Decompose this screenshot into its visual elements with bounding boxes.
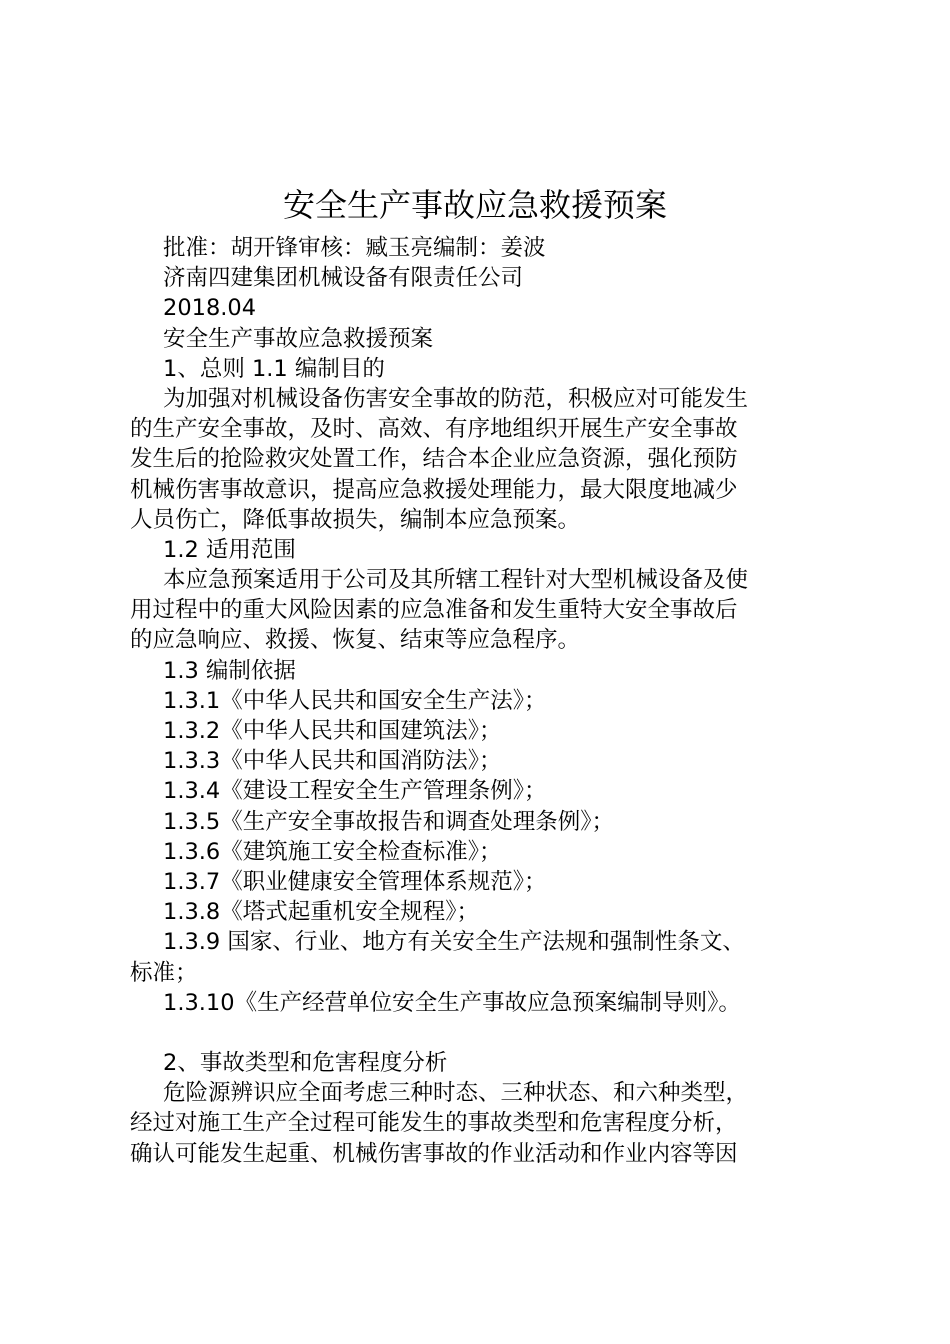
paragraph-line: 人员伤亡，降低事故损失，编制本应急预案。 bbox=[130, 506, 581, 533]
list-item: 1.3.10《生产经营单位安全生产事故应急预案编制导则》。 bbox=[163, 989, 741, 1016]
paragraph-line: 确认可能发生起重、机械伤害事故的作业活动和作业内容等因 bbox=[130, 1140, 738, 1167]
paragraph-line: 用过程中的重大风险因素的应急准备和发生重特大安全事故后 bbox=[130, 597, 738, 624]
paragraph-line: 经过对施工生产全过程可能发生的事故类型和危害程度分析， bbox=[130, 1110, 738, 1137]
list-item: 1.3.8《塔式起重机安全规程》； bbox=[163, 899, 480, 926]
paragraph-line: 危险源辨识应全面考虑三种时态、三种状态、和六种类型， bbox=[163, 1080, 749, 1107]
paragraph-line: 机械伤害事故意识，提高应急救援处理能力，最大限度地减少 bbox=[130, 476, 738, 503]
list-item: 1.3.7《职业健康安全管理体系规范》； bbox=[163, 868, 547, 895]
document-title: 安全生产事故应急救援预案 bbox=[282, 186, 667, 224]
list-item: 1.3.1《中华人民共和国安全生产法》； bbox=[163, 687, 547, 714]
list-item: 1.3.4《建设工程安全生产管理条例》； bbox=[163, 778, 547, 805]
blank-line bbox=[130, 1018, 830, 1048]
section-heading: 1、总则 1.1 编制目的 bbox=[163, 355, 385, 382]
list-item: 1.3.5《生产安全事故报告和调查处理条例》； bbox=[163, 808, 615, 835]
paragraph-line: 发生后的抢险救灾处置工作，结合本企业应急资源，强化预防 bbox=[130, 446, 738, 473]
document-subtitle: 安全生产事故应急救援预案 bbox=[163, 325, 434, 352]
document-body bbox=[130, 233, 830, 1169]
subsection-heading: 1.2 适用范围 bbox=[163, 536, 296, 563]
list-item-continuation: 标准； bbox=[130, 959, 198, 986]
section-heading: 2、事故类型和危害程度分析 bbox=[163, 1050, 448, 1077]
paragraph-line: 的生产安全事故，及时、高效、有序地组织开展生产安全事故 bbox=[130, 416, 738, 443]
list-item: 1.3.2《中华人民共和国建筑法》； bbox=[163, 718, 502, 744]
document-date: 2018.04 bbox=[163, 295, 257, 322]
paragraph-line: 本应急预案适用于公司及其所辖工程针对大型机械设备及使 bbox=[163, 567, 749, 594]
company-name: 济南四建集团机械设备有限责任公司 bbox=[163, 265, 524, 292]
paragraph-line: 的应急响应、救援、恢复、结束等应急程序。 bbox=[130, 627, 581, 654]
paragraph-line: 为加强对机械设备伤害安全事故的防范，积极应对可能发生 bbox=[163, 385, 749, 412]
approval-line: 批准：胡开锋审核：臧玉亮编制：姜波 bbox=[163, 235, 546, 261]
subsection-heading: 1.3 编制依据 bbox=[163, 657, 296, 684]
list-item: 1.3.9 国家、行业、地方有关安全生产法规和强制性条文、 bbox=[163, 929, 745, 956]
list-item: 1.3.6《建筑施工安全检查标准》； bbox=[163, 838, 502, 865]
list-item: 1.3.3《中华人民共和国消防法》； bbox=[163, 748, 502, 775]
